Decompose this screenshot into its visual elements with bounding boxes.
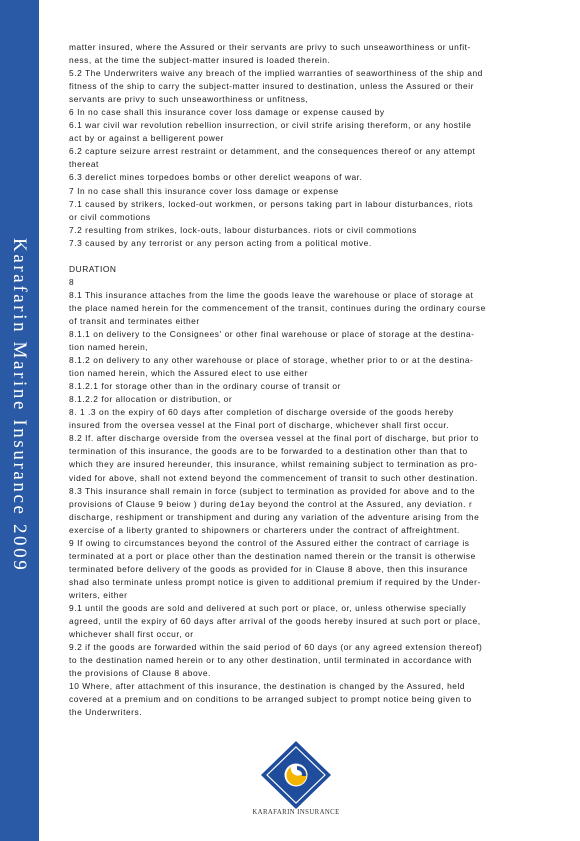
text-line: 7.3 caused by any terrorist or any person acting from a political motive. — [69, 237, 372, 248]
text-line: discharge, reshipment or transhipment and during any variation of the adventure arising from the — [69, 511, 480, 522]
company-name: KARAFARIN INSURANCE — [252, 809, 340, 816]
text-line: 8.1.2.2 for allocation or distribution, or — [69, 394, 233, 405]
text-line: agreed, until the expiry of 60 days after arrival of the goods hereby insured at such port or place, — [69, 616, 481, 627]
text-line: 8 — [69, 276, 75, 287]
text-line: 6.2 capture seizure arrest restraint or detamment, and the consequences thereof or any attempt — [69, 146, 476, 157]
text-line: 8.3 This insurance shall remain in force (subject to termination as provided for above and to the — [69, 485, 476, 496]
sidebar-band — [0, 0, 39, 841]
text-line: the provisions of Clause 8 above. — [69, 668, 211, 679]
text-line: matter insured, where the Assured or their servants are privy to such unseaworthiness or unfit- — [69, 42, 471, 52]
company-logo — [226, 740, 366, 820]
text-line: exercise of a liberty granted to shipowners or charterers under the contract of affreightment. — [69, 524, 460, 535]
text-line: shad also terminate unless prompt notice is given to additional premium if required by the Under- — [69, 576, 481, 587]
text-line: terminated before delivery of the goods as provided for in Clause 8 above, then this insurance — [69, 563, 469, 574]
sidebar-title: Karafarin Marine Insurance 2009 — [9, 238, 30, 573]
text-line: thereat — [69, 159, 99, 170]
text-line: 7 In no case shall this insurance cover loss damage or expense — [69, 185, 339, 196]
karafarin-logo-icon — [260, 740, 332, 810]
text-line: 9.1 until the goods are sold and delivered at such port or place, or, unless otherwise specially — [69, 602, 467, 613]
text-line: 8.1.1 on delivery to the Consignees' or other final warehouse or place of storage at the destina- — [69, 328, 475, 339]
text-line: the place named herein for the commencement of the transit, continues during the ordinary course — [69, 302, 486, 313]
text-line: servants are privy to such unseaworthiness or unfitness, — [69, 94, 309, 105]
text-line: or civil commotions — [69, 211, 151, 222]
text-line: of transit and terminates either — [69, 315, 200, 326]
text-line: vided for above, shall not extend beyond the commencement of transit to such other destination. — [69, 472, 478, 483]
text-line: tion named herein, — [69, 342, 149, 353]
text-line: insured from the oversea vessel at the Final port of discharge, whichever shall first occur. — [69, 420, 450, 431]
text-line: 7.1 caused by strikers, locked-out workmen, or persons taking part in labour disturbances, riots — [69, 198, 474, 209]
text-line: act by or against a belligerent power — [69, 133, 224, 144]
text-line: 8. 1 .3 on the expiry of 60 days after completion of discharge overside of the goods hereby — [69, 407, 454, 418]
text-line: termination of this insurance, the goods are to be forwarded to a destination other than that to — [69, 446, 468, 457]
text-line: fitness of the ship to carry the subject-matter insured to destination, unless the Assured or their — [69, 81, 474, 92]
text-line: which they are insured hereunder, this insurance, whilst remaining subject to termination as pro- — [69, 459, 478, 470]
text-line: whichever shall first occur, or — [69, 629, 194, 640]
text-line: 8.1.2 on delivery to any other warehouse or place of storage, whether prior to or at the destina- — [69, 355, 474, 366]
text-line: 7.2 resulting from strikes, lock-outs, labour disturbances. riots or civil commotions — [69, 224, 417, 235]
text-line: 5.2 The Underwriters waive any breach of the implied warranties of seaworthiness of the ship and — [69, 68, 483, 79]
text-line: 6.1 war civil war revolution rebellion insurrection, or civil strife arising thereform, or any hostile — [69, 120, 472, 131]
section-heading: DURATION — [69, 263, 117, 274]
text-line: 6 In no case shall this insurance cover loss damage or expense caused by — [69, 107, 385, 118]
section-gap — [69, 250, 550, 263]
text-line: writers, either — [69, 589, 128, 600]
text-line: 6.3 derelict mines torpedoes bombs or other derelict weapons of war. — [69, 172, 363, 183]
text-line: to the destination named herein or to any other destination, until terminated in accordance with — [69, 655, 472, 666]
text-line: provisions of Clause 9 beiow ) during de1ay beyond the control at the Assured, any deviation. r — [69, 498, 473, 509]
text-line: 8.1 This insurance attaches from the lime the goods leave the warehouse or place of storage at — [69, 289, 474, 300]
text-line: the Underwriters. — [69, 707, 143, 718]
text-line: 9 If owing to circumstances beyond the control of the Assured either the contract of carriage is — [69, 537, 470, 548]
text-line: 9.2 if the goods are forwarded within the said period of 60 days (or any agreed extension thereof) — [69, 642, 483, 653]
text-line: 8.2 If. after discharge overside from the oversea vessel at the final port of discharge, but prior to — [69, 433, 479, 444]
text-line: 8.1.2.1 for storage other than in the ordinary course of transit or — [69, 381, 341, 392]
text-line: covered at a premium and on conditions to be arranged subject to prompt notice being given to — [69, 694, 472, 705]
text-line: tion named herein, which the Assured elect to use either — [69, 368, 308, 379]
document-body — [69, 41, 550, 719]
text-line: 10 Where, after attachment of this insurance, the destination is changed by the Assured, held — [69, 681, 466, 692]
text-line: terminated at a port or place other than the destination named therein or the transit is otherwise — [69, 550, 476, 561]
text-line: ness, at the time the subject-matter insured is loaded therein. — [69, 55, 331, 66]
